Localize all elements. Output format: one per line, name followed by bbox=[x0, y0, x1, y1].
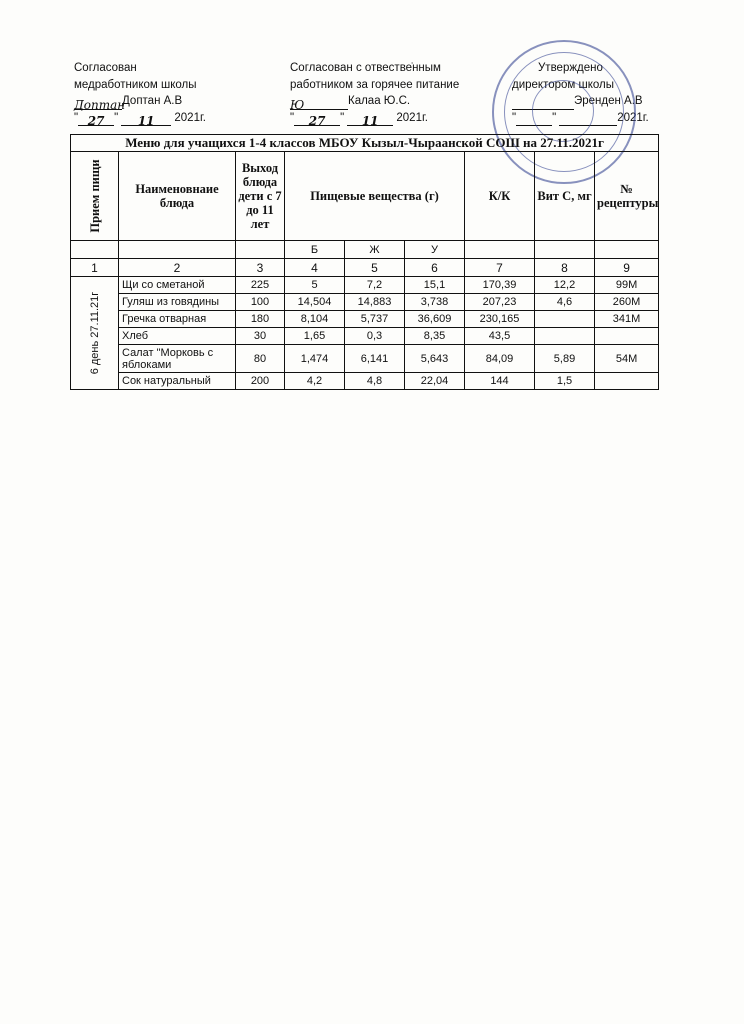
fat-value: 0,3 bbox=[345, 328, 405, 345]
date-year: 2021г. bbox=[617, 111, 649, 124]
dish-yield: 180 bbox=[236, 311, 285, 328]
approval-line2: директором школы bbox=[512, 78, 615, 91]
approval-line1: Согласован bbox=[74, 62, 137, 74]
subheader-fat: Ж bbox=[345, 241, 405, 259]
date-year: 2021г. bbox=[396, 111, 428, 124]
carbs-value: 15,1 bbox=[405, 277, 465, 294]
column-number: 7 bbox=[465, 259, 535, 277]
table-row bbox=[71, 294, 659, 311]
kcal-value: 144 bbox=[465, 373, 535, 390]
signature: Ю bbox=[290, 97, 348, 110]
recipe-number: 260М bbox=[595, 294, 659, 311]
column-number: 6 bbox=[405, 259, 465, 277]
header-nutrients: Пищевые вещества (г) bbox=[285, 152, 465, 241]
carbs-value: 3,738 bbox=[405, 294, 465, 311]
column-number: 8 bbox=[535, 259, 595, 277]
table-row bbox=[71, 373, 659, 390]
date-month: 11 bbox=[121, 113, 171, 126]
dish-yield: 30 bbox=[236, 328, 285, 345]
protein-value: 14,504 bbox=[285, 294, 345, 311]
approval-line1: Согласован с отвестве̇нным bbox=[290, 62, 441, 74]
vitamin-c-value: 12,2 bbox=[535, 277, 595, 294]
carbs-value: 5,643 bbox=[405, 345, 465, 373]
approval-line2: медработником школы bbox=[74, 78, 197, 91]
approval-line2: работником за горячее питание bbox=[290, 78, 460, 91]
signer-name: Эренден А.В bbox=[574, 95, 643, 107]
column-number: 3 bbox=[236, 259, 285, 277]
header-dish: Наименовнаие блюда bbox=[119, 152, 236, 241]
recipe-number bbox=[595, 328, 659, 345]
kcal-value: 170,39 bbox=[465, 277, 535, 294]
vitamin-c-value bbox=[535, 328, 595, 345]
date-day: 27 bbox=[294, 113, 340, 126]
kcal-value: 84,09 bbox=[465, 345, 535, 373]
day-label: 6 день 27.11.21г bbox=[71, 277, 119, 390]
dish-name: Сок натуральный bbox=[119, 373, 236, 390]
fat-value: 5,737 bbox=[345, 311, 405, 328]
protein-value: 1,474 bbox=[285, 345, 345, 373]
table-row bbox=[71, 311, 659, 328]
recipe-number bbox=[595, 373, 659, 390]
dish-yield: 100 bbox=[236, 294, 285, 311]
signer-name: Калаа Ю.С. bbox=[348, 95, 411, 107]
carbs-value: 36,609 bbox=[405, 311, 465, 328]
date-day: 27 bbox=[78, 113, 114, 126]
recipe-number: 341М bbox=[595, 311, 659, 328]
subheader-protein: Б bbox=[285, 241, 345, 259]
dish-name: Гречка отварная bbox=[119, 311, 236, 328]
approval-medical: Согласован медработником школы ДоптанДоптан А.В " 27 " 11 2021г. bbox=[74, 62, 206, 128]
column-number: 4 bbox=[285, 259, 345, 277]
menu-table bbox=[70, 134, 659, 390]
table-row bbox=[71, 328, 659, 345]
dish-name: Щи со сметаной bbox=[119, 277, 236, 294]
date-year: 2021г. bbox=[174, 111, 206, 124]
column-number: 1 bbox=[71, 259, 119, 277]
header-vitamin-c: Вит С, мг bbox=[535, 152, 595, 241]
kcal-value: 43,5 bbox=[465, 328, 535, 345]
date-month: 11 bbox=[347, 113, 393, 126]
protein-value: 5 bbox=[285, 277, 345, 294]
fat-value: 6,141 bbox=[345, 345, 405, 373]
vitamin-c-value bbox=[535, 311, 595, 328]
table-row bbox=[71, 277, 659, 294]
table-title: Меню для учащихся 1-4 классов МБОУ Кызыл-Чыраанской СОШ на 27.11.2021г bbox=[71, 135, 659, 152]
vitamin-c-value: 4,6 bbox=[535, 294, 595, 311]
dish-yield: 200 bbox=[236, 373, 285, 390]
fat-value: 14,883 bbox=[345, 294, 405, 311]
header-meal: Прием пищи bbox=[71, 152, 119, 241]
table-row bbox=[71, 345, 659, 373]
carbs-value: 8,35 bbox=[405, 328, 465, 345]
dish-name: Хлеб bbox=[119, 328, 236, 345]
dish-yield: 225 bbox=[236, 277, 285, 294]
header-yield: Выход блюда дети с 7 до 11 лет bbox=[236, 152, 285, 241]
header-recipe: № рецептуры bbox=[595, 152, 659, 241]
dish-name: Гуляш из говядины bbox=[119, 294, 236, 311]
protein-value: 4,2 bbox=[285, 373, 345, 390]
subheader-carbs: У bbox=[405, 241, 465, 259]
dish-yield: 80 bbox=[236, 345, 285, 373]
approval-food-responsible: Согласован с отвестве̇нным работником за горячее питание Ю Калаа Ю.С. " 27 " 11 2021г. bbox=[290, 62, 460, 128]
signature: Доптан bbox=[74, 97, 126, 112]
kcal-value: 230,165 bbox=[465, 311, 535, 328]
protein-value: 8,104 bbox=[285, 311, 345, 328]
approval-line1: Утверждено bbox=[538, 62, 603, 74]
recipe-number: 54М bbox=[595, 345, 659, 373]
column-number: 9 bbox=[595, 259, 659, 277]
header-kcal: К/К bbox=[465, 152, 535, 241]
carbs-value: 22,04 bbox=[405, 373, 465, 390]
signer-name: Доптан А.В bbox=[122, 95, 183, 107]
vitamin-c-value: 1,5 bbox=[535, 373, 595, 390]
dish-name: Салат "Морковь с яблоками bbox=[119, 345, 236, 373]
vitamin-c-value: 5,89 bbox=[535, 345, 595, 373]
approval-director: Утверждено директором школы Эренден А.В " " 2021г. bbox=[512, 60, 649, 126]
kcal-value: 207,23 bbox=[465, 294, 535, 311]
fat-value: 4,8 bbox=[345, 373, 405, 390]
column-number: 5 bbox=[345, 259, 405, 277]
column-number: 2 bbox=[119, 259, 236, 277]
recipe-number: 99М bbox=[595, 277, 659, 294]
protein-value: 1,65 bbox=[285, 328, 345, 345]
fat-value: 7,2 bbox=[345, 277, 405, 294]
